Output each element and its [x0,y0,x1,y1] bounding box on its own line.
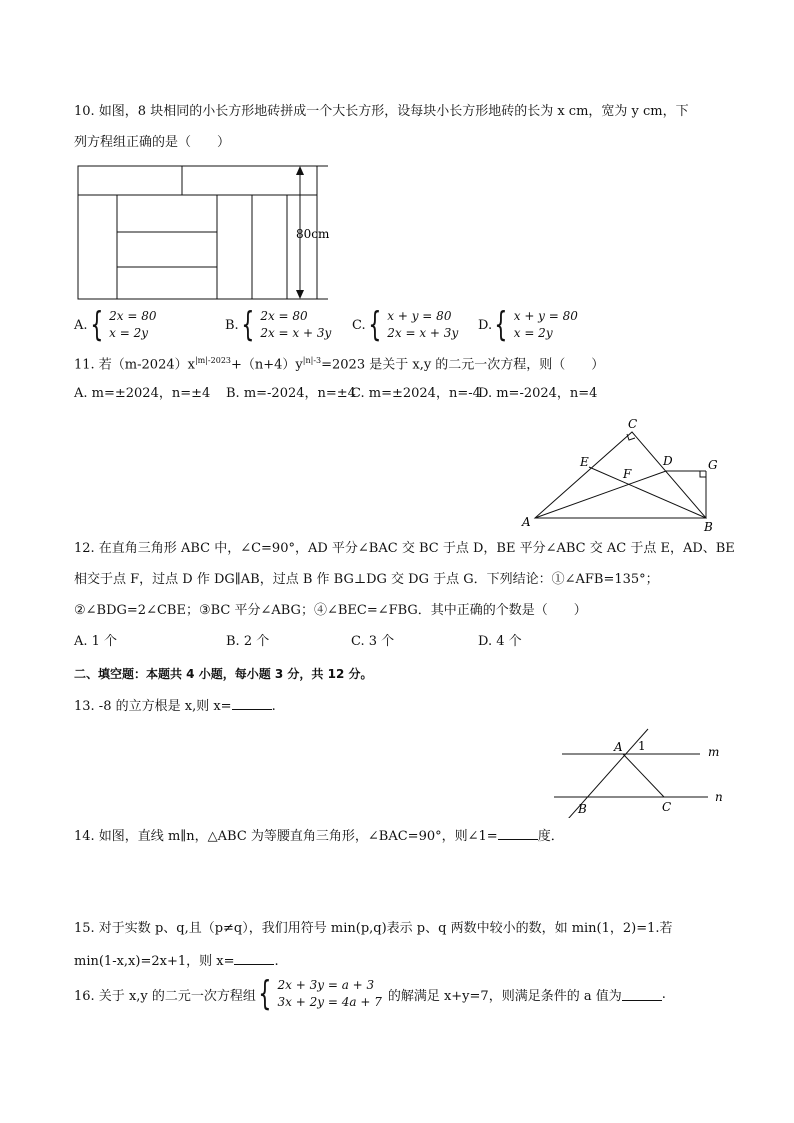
q10-line-1: 10. 如图，8 块相同的小长方形地砖拼成一个大长方形，设每块小长方形地砖的长为 x cm，宽为 y cm，下 [74,104,689,119]
q14-answer-blank[interactable] [498,826,538,840]
label-e: E [580,455,589,469]
q12-line-3: ②∠BDG=2∠CBE；③BC 平分∠ABG；④∠BEC=∠FBG．其中正确的个数是（ ） [74,603,587,618]
label-b: B [578,802,587,816]
label-b: B [704,520,713,534]
q10-line-2: 列方程组正确的是（ ） [74,135,231,150]
q10-option-c[interactable]: C. { x + y = 80 2x = x + 3y [352,305,459,345]
label-d: D [663,454,673,468]
q12-line-1: 12. 在直角三角形 ABC 中，∠C=90°，AD 平分∠BAC 交 BC 于点 D，BE 平分∠ABC 交 AC 于点 E，AD、BE [74,541,735,556]
label-c: C [662,800,672,814]
option-letter: A. [74,317,88,333]
q12-option-c[interactable]: C. 3 个 [351,634,395,649]
q15-line-1: 15. 对于实数 p、q,且（p≠q），我们用符号 min(p,q)表示 p、q 两数中较小的数，如 min(1，2)=1.若 [74,921,673,936]
option-letter: B. [225,317,239,333]
q13-stem: 13. -8 的立方根是 x,则 x= . [74,696,276,716]
q11-option-d[interactable]: D. m=-2024，n=4 [478,386,598,401]
q10-option-a[interactable]: A. { 2x = 80 x = 2y [74,305,157,345]
q13-answer-blank[interactable] [232,696,272,710]
q14-stem: 14. 如图，直线 m∥n，△ABC 为等腰直角三角形，∠BAC=90°，则∠1= 度． [74,826,564,846]
q12-option-b[interactable]: B. 2 个 [226,634,270,649]
label-a: A [614,740,623,754]
label-c: C [628,417,638,431]
q16-answer-blank[interactable] [622,987,662,1001]
label-f: F [623,467,632,481]
q12-triangle-figure [510,412,740,534]
q10-tile-figure [70,160,340,305]
option-letter: D. [478,317,493,333]
label-g: G [708,458,718,472]
q12-option-a[interactable]: A. 1 个 [74,634,118,649]
option-letter: C. [352,317,366,333]
label-angle-1: 1 [638,739,646,753]
q10-80cm-label: 80cm [296,227,330,241]
q11-option-a[interactable]: A. m=±2024，n=±4 [74,386,211,401]
q16-stem: 16. 关于 x,y 的二元一次方程组 { 2x + 3y = a + 3 3x + 2y = 4a + 7 的解满足 x+y=7，则满足条件的 a 值为 . [74,974,666,1014]
label-n: n [715,790,723,804]
label-m: m [708,745,720,759]
q15-answer-blank[interactable] [234,951,274,965]
section-header-fill-in: 二、填空题：本题共 4 小题，每小题 3 分，共 12 分。 [74,667,373,681]
q12-option-d[interactable]: D. 4 个 [478,634,522,649]
label-a: A [522,515,531,529]
q10-option-d[interactable]: D. { x + y = 80 x = 2y [478,305,578,345]
q11-option-c[interactable]: C. m=±2024，n=-4 [351,386,481,401]
q15-line-2: min(1-x,x)=2x+1，则 x= . [74,951,279,971]
q10-option-b[interactable]: B. { 2x = 80 2x = x + 3y [225,305,332,345]
q14-parallel-lines-figure [548,722,738,818]
q12-line-2: 相交于点 F，过点 D 作 DG∥AB，过点 B 作 BG⊥DG 交 DG 于点 G．下列结论：①∠AFB=135°； [74,572,659,587]
q11-option-b[interactable]: B. m=-2024，n=±4 [226,386,356,401]
q11-stem: 11. 若$(m-2024)x^{|m|-2023}+(n+4)y^{|n|-3}=2023$ 是关于 x,y 的二元一次方程，则（ ） [74,356,605,373]
